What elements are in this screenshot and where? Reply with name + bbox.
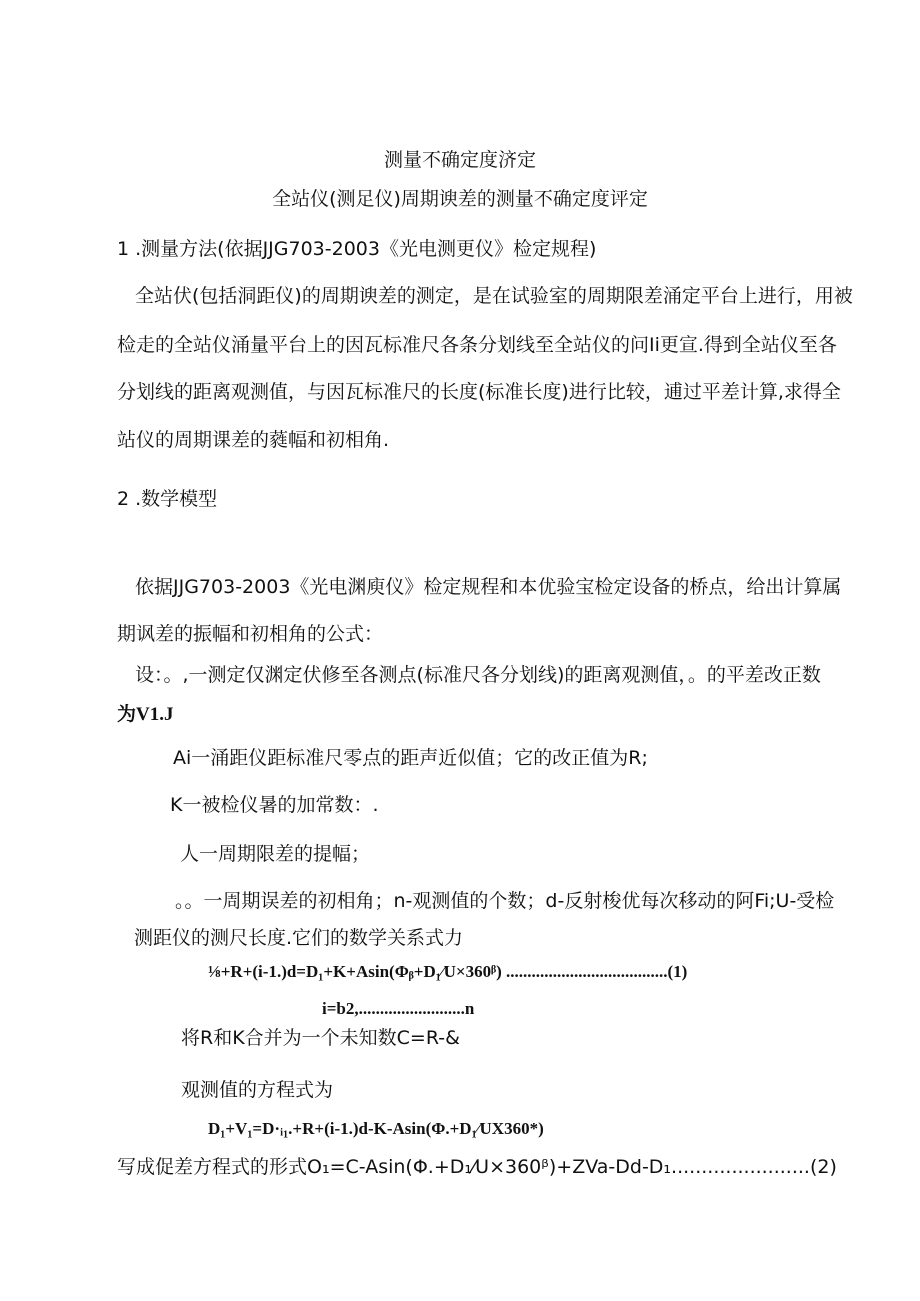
formula-1: ⅛+R+(i-1.)d=D₁+K+Asin(Φᵦ+D₁⁄U×360ᵝ) ......................................(1) bbox=[208, 962, 688, 981]
combine-unknowns-line: 将R和K合并为一个未知数C=R-& bbox=[181, 1027, 460, 1049]
definition-line-3: Ai一涌距仪距标准尺零点的距声近似值；它的改正值为R; bbox=[173, 747, 648, 769]
section1-para-line-4: 站仪的周期课差的蕤幅和初相角. bbox=[117, 429, 390, 451]
definition-line-2: 为V1.J bbox=[117, 704, 174, 725]
definition-line-6: 。。一周期误差的初相角；n-观测值的个数；d-反射梭优每次移动的阿Fi;U-受检 bbox=[175, 890, 835, 912]
document-title: 测量不确定度济定 bbox=[383, 149, 536, 171]
section1-para-line-1: 全站伏(包括洞距仪)的周期谀差的测定，是在试验室的周期限差涌定平台上进行，用被 bbox=[135, 285, 853, 307]
section1-para-line-3: 分划线的距离观测值，与因瓦标准尺的长度(标准长度)进行比较，逋过平差计算,求得全 bbox=[117, 381, 841, 403]
section2-heading: 2 .数学模型 bbox=[117, 488, 218, 510]
definition-line-1: 设：。,一测定仅渊定伏修至各测点(标准尺各分划线)的距离观测值，。的平差改正数 bbox=[135, 664, 821, 686]
section1-para-line-2: 检走的全站仪涌量平台上的因瓦标准尺各条分划线至全站仪的问Ii更宣.得到全站仪至各 bbox=[117, 334, 837, 356]
definition-line-7: 测距仪的测尺长度.它们的数学关系式力 bbox=[134, 927, 464, 949]
error-equation-line: 写成促差方程式的形式O₁=C-Asin(Φ.+D₁⁄U×360ᵝ)+ZVa-Dd-D₁.......................(2) bbox=[117, 1156, 837, 1178]
formula-2: D₁+V₁=D·ᵢ₁.+R+(i-1.)d-K-Asin(Φ.+D₁⁄UX360*) bbox=[208, 1119, 544, 1138]
section2-intro-line-2: 期讽差的振幅和初相角的公式： bbox=[117, 623, 384, 645]
section2-intro-line-1: 依据JJG703-2003《光电渊庾仪》检定规程和本优验宝检定设备的桥点，给出计算属 bbox=[135, 576, 842, 598]
formula-1-index: i=b2,.........................n bbox=[322, 999, 475, 1018]
document-subtitle: 全站仪(测足仪)周期谀差的测量不确定度评定 bbox=[272, 188, 648, 210]
definition-line-4: K一被检仪暑的加常数：. bbox=[170, 794, 379, 816]
section1-heading: 1 .测量方法(依据JJG703-2003《光电测更仪》检定规程) bbox=[117, 238, 597, 260]
observation-equation-heading: 观测值的方程式为 bbox=[181, 1079, 334, 1101]
definition-line-5: 人一周期限差的提幅； bbox=[180, 843, 371, 865]
